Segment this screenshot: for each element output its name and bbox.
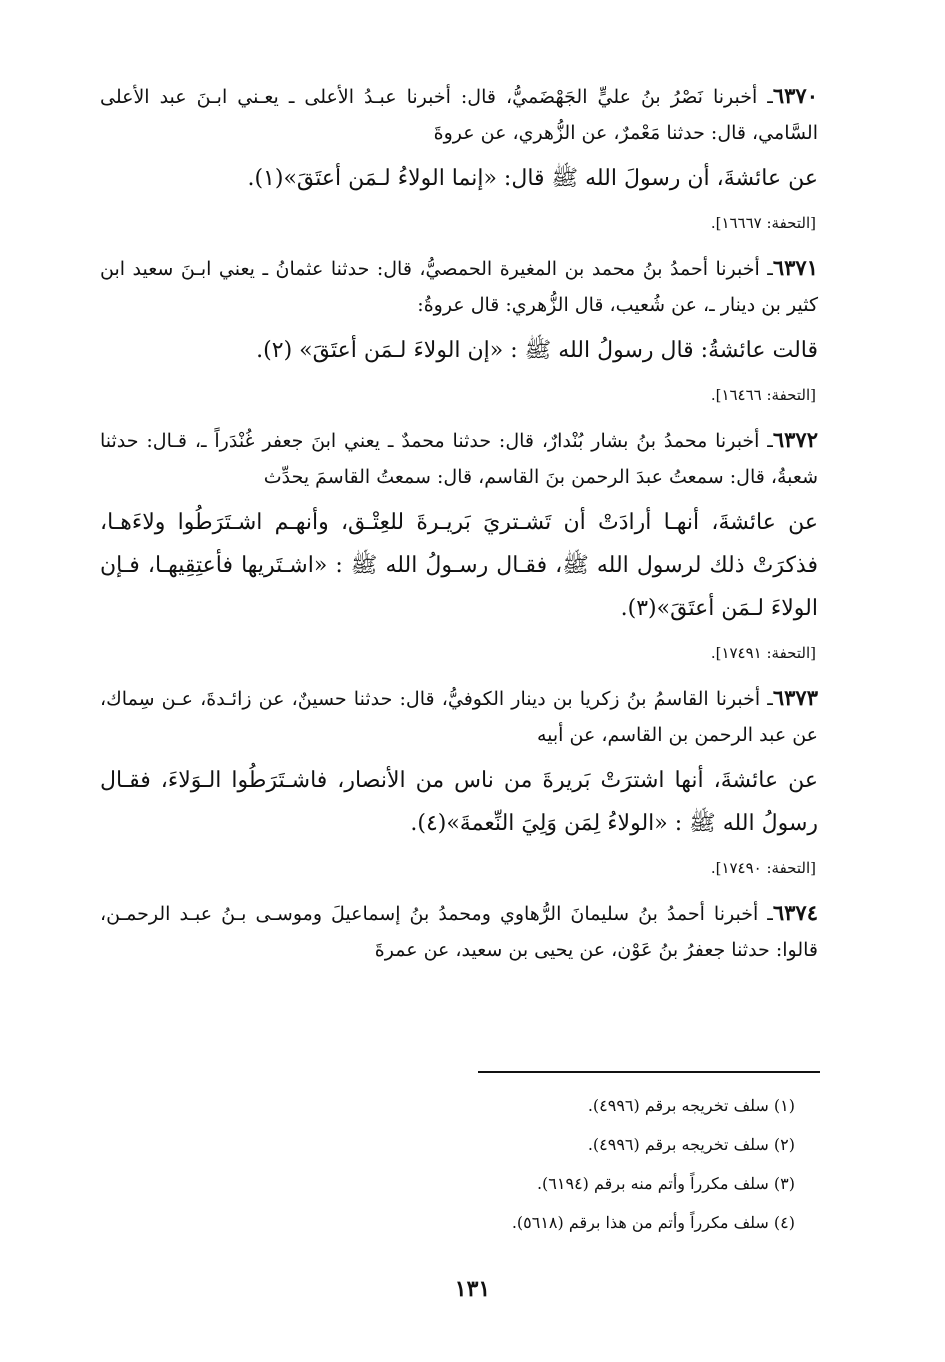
hadith-number: ٦٣٧٢ bbox=[772, 427, 818, 452]
footnote-3: (٣) سلف مكرراً وأتم منه برقم (٦١٩٤). bbox=[536, 1174, 795, 1193]
hadith-isnad bbox=[100, 895, 818, 968]
footnotes bbox=[512, 1086, 795, 1242]
hadith-isnad bbox=[100, 250, 818, 323]
hadith-6374 bbox=[100, 895, 818, 968]
hadith-isnad-text: ـ أخبرنا أحمدُ بنُ سليمانَ الرُّهاوي ومحمدُ بنُ إسماعيلَ وموسـى بـنُ عبـد الرحمـن، قالوا: حدثنا جعفرُ بنُ عَوْن، عن يحيى بن سعيد، عن عمرةَ bbox=[100, 903, 818, 961]
hadith-number: ٦٣٧١ bbox=[772, 255, 818, 280]
hadith-number: ٦٣٧٠ bbox=[772, 83, 818, 108]
hadith-isnad bbox=[100, 680, 818, 753]
hadith-6370 bbox=[100, 78, 818, 236]
hadith-isnad-text: ـ أخبرنا أحمدُ بنُ محمد بن المغيرة الحمصيُّ، قال: حدثنا عثمانُ ـ يعني ابـنَ سعيد ابن كثير بن دينار ـ، عن شُعيب، قال الزُّهري: قال عروةُ: bbox=[100, 258, 818, 316]
footnote-separator bbox=[478, 1071, 820, 1073]
tuhfa-reference: [التحفة: ١٦٦٦٧]. bbox=[710, 214, 816, 232]
hadith-number: ٦٣٧٤ bbox=[772, 900, 818, 925]
hadith-matn: عن عائشةَ، أن رسولَ الله ﷺ قال: «إنما الولاءُ لـمَن أعتَقَ»(١). bbox=[247, 166, 818, 191]
hadith-isnad bbox=[100, 78, 818, 151]
footnote-1: (١) سلف تخريجه برقم (٤٩٩٦). bbox=[587, 1096, 795, 1115]
hadith-matn: عن عائشةَ، أنها اشترَتْ بَريرةَ من ناس من الأنصار، فاشـتَرَطُوا الـوَلاءَ، فقـال رسولُ الله ﷺ : «الولاءُ لِمَن وَلِيَ النِّعمةَ»(٤). bbox=[100, 768, 818, 836]
footnote-2: (٢) سلف تخريجه برقم (٤٩٩٦). bbox=[587, 1135, 795, 1154]
tuhfa-reference: [التحفة: ١٦٤٦٦]. bbox=[710, 386, 816, 404]
tuhfa-reference: [التحفة: ١٧٤٩٠]. bbox=[710, 859, 816, 877]
footnote-4: (٤) سلف مكرراً وأتم من هذا برقم (٥٦١٨). bbox=[511, 1213, 795, 1232]
hadith-6373 bbox=[100, 680, 818, 881]
hadith-isnad-text: ـ أخبرنا نَصْرُ بنُ عليٍّ الجَهْضَميُّ، قال: أخبرنا عبـدُ الأعلى ـ يعـني ابـنَ عبد الأعلى السَّامي، قال: حدثنا مَعْمرٌ، عن الزُّهري، عن عروةَ bbox=[100, 86, 818, 144]
hadith-number: ٦٣٧٣ bbox=[772, 685, 818, 710]
hadith-isnad-text: ـ أخبرنا القاسمُ بنُ زكريا بن دينار الكوفيُّ، قال: حدثنا حسينٌ، عن زائـدةَ، عـن سِماك، عن عبد الرحمن بن القاسم، عن أبيه bbox=[100, 688, 818, 746]
hadith-isnad-text: ـ أخبرنا محمدُ بنُ بشار بُنْدارٌ، قال: حدثنا محمدٌ ـ يعني ابنَ جعفر غُنْدَراً ـ، قـال: حدثنا شعبةُ، قال: سمعتُ عبدَ الرحمن بنَ القاسم، قال: سمعتُ القاسمَ يحدِّث bbox=[100, 430, 818, 488]
hadith-6371 bbox=[100, 250, 818, 408]
tuhfa-reference: [التحفة: ١٧٤٩١]. bbox=[710, 644, 816, 662]
hadith-6372 bbox=[100, 422, 818, 666]
hadith-matn: قالت عائشةُ: قال رسولُ الله ﷺ : «إن الولاءَ لـمَن أعتَقَ» (٢). bbox=[256, 338, 818, 363]
hadith-isnad bbox=[100, 422, 818, 495]
hadith-matn: عن عائشةَ، أنهـا أرادَتْ أن تَشـتريَ بَريـرةَ للعِتْـق، وأنهـم اشـتَرَطُوا ولاءَهـا، فذكرَتْ ذلك لرسول الله ﷺ، فقـال رسـولُ الله ﷺ : «اشـتَريها فأعتِقِيهـا، فـإن الولاءَ لـمَن أعتَقَ»(٣). bbox=[100, 510, 818, 621]
page-number: ١٣١ bbox=[454, 1276, 491, 1302]
page-body bbox=[100, 78, 818, 978]
